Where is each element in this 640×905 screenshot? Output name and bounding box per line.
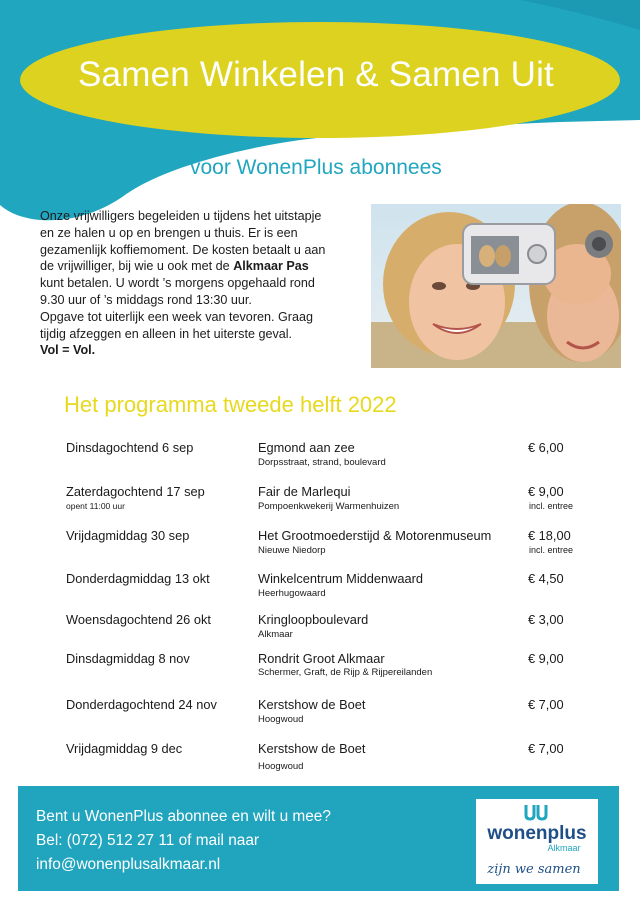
logo-mark-icon <box>526 805 546 819</box>
page-subtitle: voor WonenPlus abonnees <box>190 156 442 179</box>
intro-line: Onze vrijwilligers begeleiden u tijdens het uitstapje <box>40 209 322 223</box>
footer-question: Bent u WonenPlus abonnee en wilt u mee? <box>36 808 331 825</box>
row-location: Heerhugowaard <box>258 588 326 599</box>
contact-footer <box>18 786 619 891</box>
row-price: € 18,00 <box>528 528 571 543</box>
row-day: Dinsdagmiddag 8 nov <box>66 651 190 666</box>
row-location: Schermer, Graft, de Rijp & Rijpereilanden <box>258 667 433 678</box>
row-day: Woensdagochtend 26 okt <box>66 612 211 627</box>
logo-brand: wonenplus <box>487 823 587 844</box>
row-price: € 3,00 <box>528 612 564 627</box>
intro-line: Opgave tot uiterlijk een week van tevoren. Graag <box>40 309 314 324</box>
row-price: € 9,00 <box>528 484 564 499</box>
header-decoration <box>0 0 640 230</box>
row-destination: Egmond aan zee <box>258 440 355 455</box>
row-price: € 4,50 <box>528 571 564 586</box>
intro-line: en ze halen u op en brengen u thuis. Er is een <box>40 225 298 240</box>
intro-line: kunt betalen. U wordt ’s morgens opgehaald rond <box>40 276 315 291</box>
program-heading: Het programma tweede helft 2022 <box>64 392 397 417</box>
row-location: Pompoenkwekerij Warmenhuizen <box>258 501 400 512</box>
row-location: Dorpsstraat, strand, boulevard <box>258 457 386 468</box>
intro-line <box>40 258 360 275</box>
alkmaar-pas-emphasis: Alkmaar Pas <box>233 259 309 274</box>
row-day: Zaterdagochtend 17 sep <box>66 484 205 499</box>
row-location: Hoogwoud <box>258 714 304 725</box>
row-destination: Kerstshow de Boet <box>258 697 366 712</box>
logo-tagline: zijn we samen <box>487 862 581 877</box>
page-title: Samen Winkelen & Samen Uit <box>78 55 554 94</box>
photo-two-women-camera <box>371 204 621 368</box>
row-destination: Winkelcentrum Middenwaard <box>258 571 424 586</box>
row-day: Dinsdagochtend 6 sep <box>66 440 194 455</box>
row-day: Donderdagochtend 24 nov <box>66 697 217 712</box>
row-day: Donderdagmiddag 13 okt <box>66 571 210 586</box>
row-day: Vrijdagmiddag 9 dec <box>66 741 183 756</box>
intro-line: 9.30 uur of ’s middags rond 13:30 uur. <box>40 292 252 307</box>
row-destination: Kerstshow de Boet <box>258 741 366 756</box>
intro-text <box>40 208 360 359</box>
row-price: € 7,00 <box>528 697 564 712</box>
row-location: Alkmaar <box>258 629 293 640</box>
footer-phone: Bel: (072) 512 27 11 of mail naar <box>36 832 260 849</box>
logo-city: Alkmaar <box>547 843 581 853</box>
intro-text-part: de vrijwilliger, bij wie u ook met de <box>40 259 234 274</box>
row-day: Vrijdagmiddag 30 sep <box>66 528 190 543</box>
row-price: € 9,00 <box>528 651 564 666</box>
wonenplus-logo <box>476 799 598 884</box>
row-destination: Kringloopboulevard <box>258 612 369 627</box>
row-price-note: incl. entree <box>529 501 574 511</box>
row-destination: Fair de Marlequi <box>258 484 351 499</box>
intro-line: Vol = Vol. <box>40 343 96 358</box>
footer-email: info@wonenplusalkmaar.nl <box>36 856 221 873</box>
row-day-note: opent 11:00 uur <box>66 501 125 511</box>
row-price: € 6,00 <box>528 440 564 455</box>
row-price-note: incl. entree <box>529 545 574 555</box>
row-destination: Rondrit Groot Alkmaar <box>258 651 385 666</box>
row-location: Hoogwoud <box>258 761 304 772</box>
intro-line: tijdig afzeggen en alleen in het uiterste geval. <box>40 326 293 341</box>
row-destination: Het Grootmoederstijd & Motorenmuseum <box>258 528 492 543</box>
row-location: Nieuwe Niedorp <box>258 545 326 556</box>
intro-line: gezamenlijk koffiemoment. De kosten betaalt u aan <box>40 242 326 257</box>
row-price: € 7,00 <box>528 741 564 756</box>
